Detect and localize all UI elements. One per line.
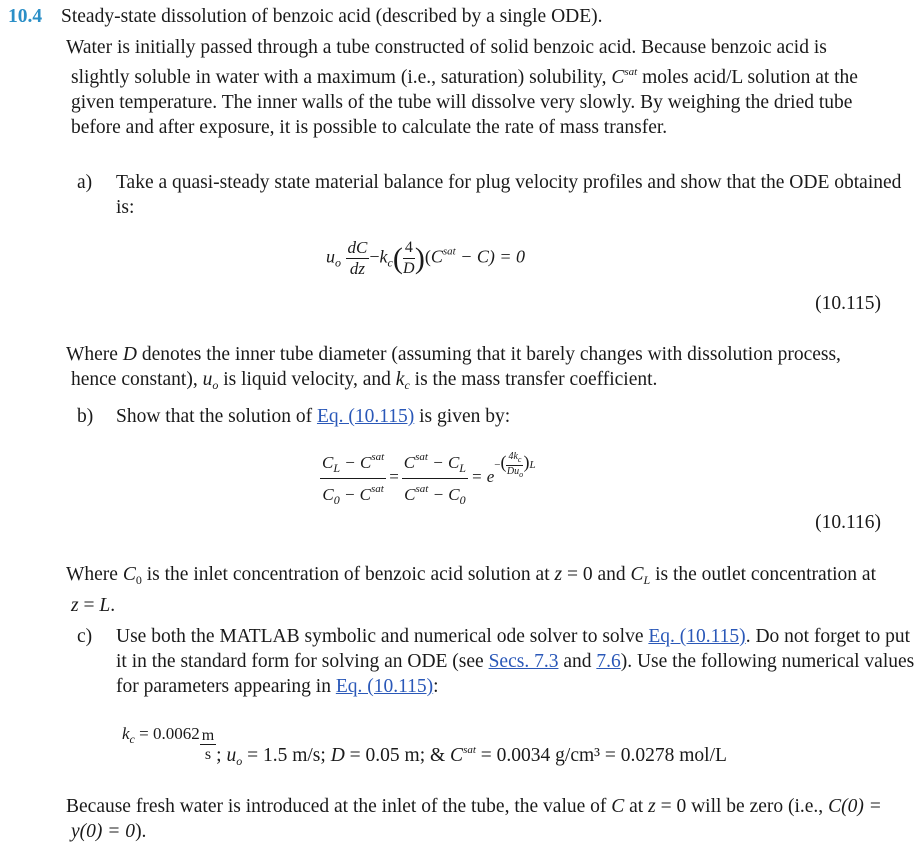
eq-10-115-link-3[interactable]: Eq. (10.115) (335, 676, 434, 697)
where-c-paragraph: Where $C_0$ is the inlet concentration of benzoic acid solution at z = 0 and $C_L$ is the outlet concentration at z = L. (66, 564, 876, 616)
equation-number-115: (10.115) (815, 293, 881, 314)
equation-number-116: (10.116) (815, 512, 881, 533)
eq-10-115-link[interactable]: Eq. (10.115) (316, 406, 415, 427)
where-d-paragraph: Where D denotes the inner tube diameter (assuming that it barely changes with dissolution process, hence constant), $u_o$ is liquid velocity, and $k_c$ is the mass transfer coefficient. (66, 344, 841, 392)
eq-10-115-link-2[interactable]: Eq. (10.115) (648, 626, 746, 647)
closing-paragraph: Because fresh water is introduced at the inlet of the tube, the value of C at z = 0 will be zero (i.e., C(0) = y(0) = 0). (66, 796, 882, 842)
sec-7-6-link[interactable]: 7.6 (596, 651, 621, 672)
parameter-values: $k_c = 0.0062$ $\frac{m}{s}$ ; $u_o = 1.5$ m/s; D = 0.05 m; & $C^{sat} = 0.0034$ g/cm³ = 0.0278 mol/L (122, 724, 727, 768)
problem-number: 10.4 (8, 6, 43, 27)
equation-10-116: $\frac{C_L - C^{sat}}{C_0 - C^{sat}}$ = $\frac{C^{sat} - C_L}{C^{sat} - C_0}$ = $e^{-( \frac{4k_c}{Du_o} )L}$ (320, 447, 536, 510)
equation-10-115: $u_o$ $\frac{dC}{dz}$ $-k_c$( $\frac{4}{D}$ )$(C^{sat} - C) = 0$ (326, 238, 525, 278)
problem-title: Steady-state dissolution of benzoic acid (described by a single ODE). (61, 6, 603, 27)
part-c: c) Use both the MATLAB symbolic and numerical ode solver to solve Eq. (10.115). Do not forget to put it in the standard form for solving an ODE (see Secs. 7.3 and 7.6). Use the following numerical values for parameters appearing in Eq. (10.115): (77, 626, 915, 697)
intro-paragraph: Water is initially passed through a tube constructed of solid benzoic acid. Because benzoic acid is slightly soluble in water with a maximum (i.e., saturation) solubility, $C^{sat}$ moles acid/L solution at the given temperature. The inner walls of the tube will dissolve very slowly. By weighing the dried tube before and after exposure, it is possible to calculate the rate of mass transfer. (66, 37, 858, 138)
part-a: a) Take a quasi-steady state material balance for plug velocity profiles and show that the ODE obtained is: (77, 172, 902, 218)
part-b: b) Show that the solution of Eq. (10.115) is given by: (77, 406, 511, 427)
secs-7-3-link[interactable]: Secs. 7.3 (488, 651, 559, 672)
problem-header (8, 4, 603, 29)
